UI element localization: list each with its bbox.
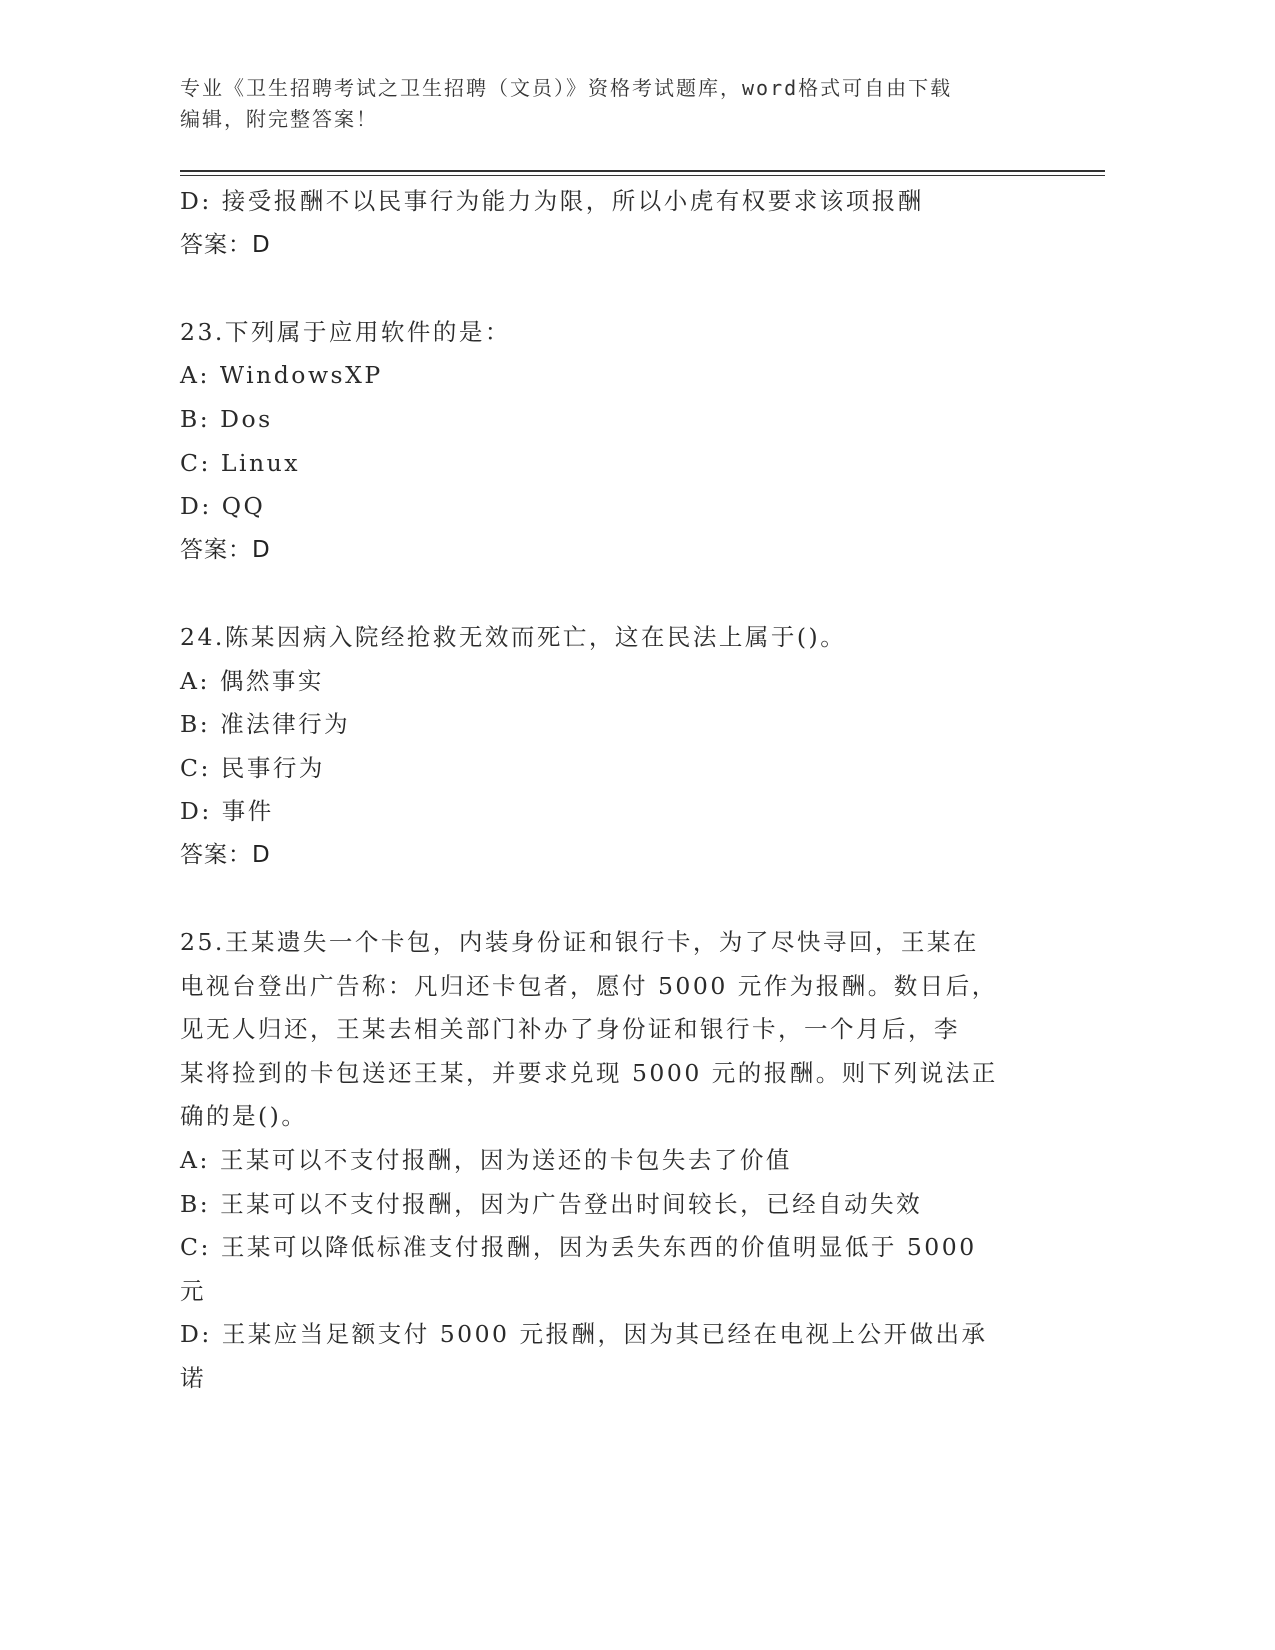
q23-option-c: C: Linux — [180, 448, 301, 477]
header-line-1: 专业《卫生招聘考试之卫生招聘（文员）》资格考试题库，word格式可自由下载 — [180, 76, 953, 100]
q24-option-c: C: 民事行为 — [180, 753, 325, 782]
q23-stem: 23.下列属于应用软件的是： — [180, 317, 511, 346]
q24-stem: 24.陈某因病入院经抢救无效而死亡，这在民法上属于()。 — [180, 622, 847, 651]
q24-option-d: D: 事件 — [180, 797, 274, 826]
q25-stem-line-2: 电视台登出广告称：凡归还卡包者，愿付 5000 元作为报酬。数日后， — [180, 971, 998, 1000]
q25-option-d-line-1: D: 王某应当足额支付 5000 元报酬，因为其已经在电视上公开做出承 — [180, 1320, 988, 1349]
q25-stem-line-4: 某将捡到的卡包送还王某，并要求兑现 5000 元的报酬。则下列说法正 — [180, 1058, 998, 1087]
spacer — [180, 572, 1045, 616]
prev-option-d: D: 接受报酬不以民事行为能力为限，所以小虎有权要求该项报酬 — [180, 187, 924, 215]
header-line-2: 编辑，附完整答案！ — [180, 107, 378, 131]
header-rule-thick — [180, 170, 1105, 172]
q24-answer: 答案：D — [180, 841, 271, 868]
q23-option-d: D: QQ — [180, 492, 266, 521]
q24-option-a: A: 偶然事实 — [180, 666, 324, 695]
q23-option-a: A: WindowsXP — [180, 361, 383, 390]
spacer — [180, 267, 1045, 311]
q25-option-a: A: 王某可以不支付报酬，因为送还的卡包失去了价值 — [180, 1146, 792, 1175]
q25-stem-line-3: 见无人归还，王某去相关部门补办了身份证和银行卡，一个月后，李 — [180, 1015, 960, 1044]
prev-answer: 答案：D — [180, 231, 271, 258]
spacer — [180, 878, 1045, 922]
document-body — [180, 180, 1045, 1401]
q25-stem-line-5: 确的是()。 — [180, 1102, 308, 1131]
q25-option-c-line-1: C: 王某可以降低标准支付报酬，因为丢失东西的价值明显低于 5000 — [180, 1233, 977, 1262]
q25-option-d-line-2: 诺 — [180, 1364, 206, 1393]
document-header — [180, 73, 1080, 135]
q25-option-c-line-2: 元 — [180, 1276, 206, 1305]
header-rule-thin — [180, 175, 1105, 176]
q23-answer: 答案：D — [180, 536, 271, 563]
q25-option-b: B: 王某可以不支付报酬，因为广告登出时间较长，已经自动失效 — [180, 1189, 923, 1218]
q24-option-b: B: 准法律行为 — [180, 710, 351, 739]
q25-stem-line-1: 25.王某遗失一个卡包，内装身份证和银行卡，为了尽快寻回，王某在 — [180, 928, 979, 957]
q23-option-b: B: Dos — [180, 404, 273, 433]
